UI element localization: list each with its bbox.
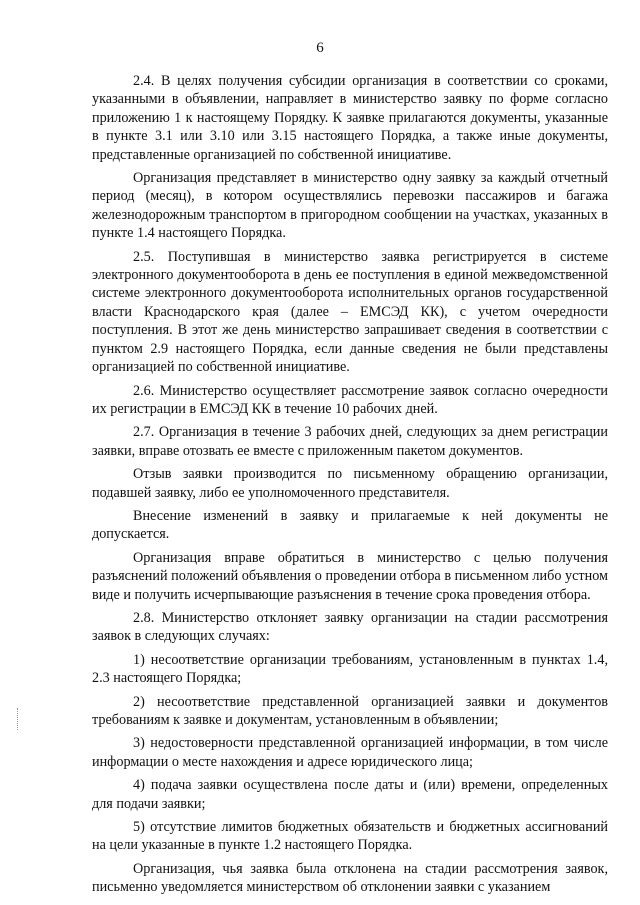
paragraph-no-changes: Внесение изменений в заявку и прилагаемые к ней документы не допускается. (92, 507, 608, 543)
list-item-1: 1) несоответствие организации требованиям, установленным в пунктах 1.4, 2.3 настоящего Порядка; (92, 651, 608, 687)
page-number: 6 (316, 40, 324, 56)
list-item-2: 2) несоответствие представленной организацией заявки и документов требованиям к заявке и документам, установленным в объявлении; (92, 693, 608, 728)
paragraph-2-6: 2.6. Министерство осуществляет рассмотрение заявок согласно очередности их регистрации в ЕМСЭД КК в течение 10 рабочих дней. (92, 382, 608, 417)
paragraph-withdrawal: Отзыв заявки производится по письменному обращению организации, подавшей заявку, либо ее уполномоченного представителя. (92, 466, 608, 501)
paragraph-2-5: 2.5. Поступившая в министерство заявка регистрируется в системе электронного документооборота в день ее поступления в единой межведомственной системе электронного документооборота исполнительных органов государственной власти Краснодарского края (далее – ЕМСЭД КК), с учетом очередности поступления. В этот же день министерство запрашивает сведения в соответствии с пунктом 2.9 настоящего Порядка, если данные сведения не были представлены организацией по собственной инициативе. (92, 248, 608, 376)
document-body (92, 72, 608, 902)
paragraph-rejection-notice: Организация, чья заявка была отклонена на стадии рассмотрения заявок, письменно уведомляется министерством об отклонении заявки с указанием (92, 860, 608, 896)
paragraph-one-application: Организация представляет в министерство одну заявку за каждый отчетный период (месяц), в котором осуществлялись перевозки пассажиров и багажа железнодорожным транспортом в пригородном сообщении на участках, указанных в пункте 1.4 настоящего Порядка. (92, 170, 608, 242)
paragraph-clarifications: Организация вправе обратиться в министерство с целью получения разъяснений положений объявления о проведении отбора в письменном либо устном виде и получить исчерпывающие разъяснения в течение срока проведения отбора. (92, 549, 608, 603)
list-item-4: 4) подача заявки осуществлена после даты и (или) времени, определенных для подачи заявки; (92, 777, 608, 812)
paragraph-2-8: 2.8. Министерство отклоняет заявку организации на стадии рассмотрения заявок в следующих случаях: (92, 609, 608, 645)
paragraph-2-4: 2.4. В целях получения субсидии организация в соответствии со сроками, указанными в объявлении, направляет в министерство заявку по форме согласно приложению 1 к настоящему Порядку. К заявке прилагаются документы, указанные в пункте 3.1 или 3.10 или 3.15 настоящего Порядка, а также иные документы, представленные организацией по собственной инициативе. (92, 73, 608, 163)
list-item-5: 5) отсутствие лимитов бюджетных обязательств и бюджетных ассигнований на цели указанные в пункте 1.2 настоящего Порядка. (92, 819, 608, 854)
list-item-3: 3) недостоверности представленной организацией информации, в том числе информации о месте нахождения и адресе юридического лица; (92, 735, 608, 770)
paragraph-2-7: 2.7. Организация в течение 3 рабочих дней, следующих за днем регистрации заявки, вправе отозвать ее вместе с приложенным пакетом документов. (92, 424, 608, 459)
margin-mark (17, 708, 20, 730)
